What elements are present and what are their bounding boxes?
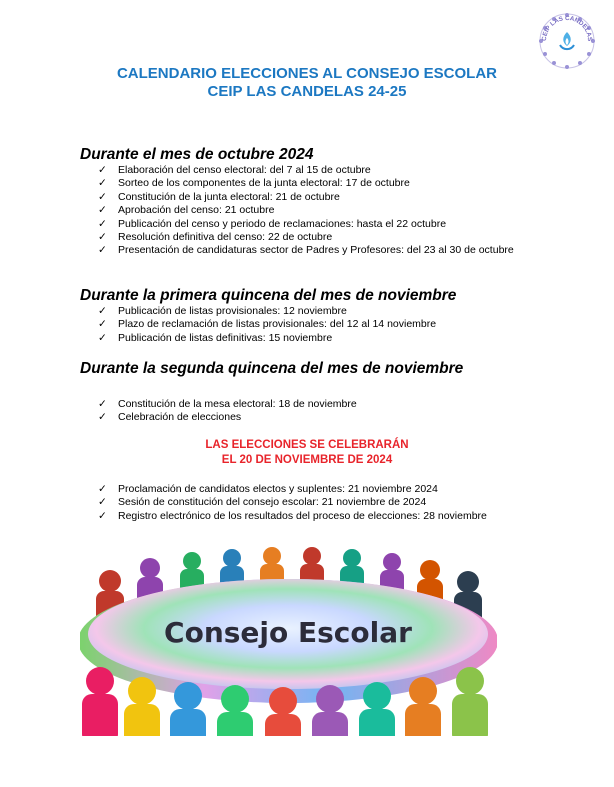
check-icon: ✓ xyxy=(98,231,107,244)
check-icon: ✓ xyxy=(98,483,107,495)
list-item: ✓ Proclamación de candidatos electos y suplentes: 21 noviembre 2024 xyxy=(98,483,438,495)
october-list xyxy=(98,164,538,258)
title-line-1: CALENDARIO ELECCIONES AL CONSEJO ESCOLAR xyxy=(116,65,498,82)
check-icon: ✓ xyxy=(98,318,107,331)
image-caption: Consejo Escolar xyxy=(164,616,412,649)
check-icon: ✓ xyxy=(98,204,107,217)
check-icon: ✓ xyxy=(98,190,107,203)
title-line-2: CEIP LAS CANDELAS 24-25 xyxy=(207,83,407,100)
check-icon: ✓ xyxy=(98,398,107,410)
list-item: ✓ Resolución definitiva del censo: 22 de octubre xyxy=(98,231,333,244)
november-first-list xyxy=(98,305,538,345)
list-item: ✓ Constitución de la mesa electoral: 18 de noviembre xyxy=(98,398,357,410)
list-item: ✓ Publicación del censo y periodo de reclamaciones: hasta el 22 octubre xyxy=(98,217,447,230)
check-icon: ✓ xyxy=(98,305,107,317)
section-heading-october: Durante el mes de octubre 2024 xyxy=(80,146,314,163)
november-second-list xyxy=(98,398,538,425)
list-item: ✓ Publicación de listas definitivas: 15 noviembre xyxy=(98,331,333,344)
list-item: ✓ Sesión de constitución del consejo escolar: 21 noviembre de 2024 xyxy=(98,496,427,509)
list-item: ✓ Registro electrónico de los resultados del proceso de elecciones: 28 noviembre xyxy=(98,509,487,522)
list-item: ✓ Plazo de reclamación de listas provisionales: del 12 al 14 noviembre xyxy=(98,318,437,331)
election-notice-line-2: EL 20 DE NOVIEMBRE DE 2024 xyxy=(221,454,393,466)
check-icon: ✓ xyxy=(98,164,107,176)
list-item: ✓ Sorteo de los componentes de la junta electoral: 17 de octubre xyxy=(98,177,410,190)
consejo-escolar-illustration xyxy=(80,546,497,736)
check-icon: ✓ xyxy=(98,509,107,522)
election-notice-line-1: LAS ELECCIONES SE CELEBRARÁN xyxy=(205,439,409,451)
check-icon: ✓ xyxy=(98,217,107,230)
check-icon: ✓ xyxy=(98,244,107,257)
list-item: ✓ Presentación de candidaturas sector de Padres y Profesores: del 23 al 30 de octubre xyxy=(98,244,514,257)
section-heading-november-second: Durante la segunda quincena del mes de noviembre xyxy=(80,360,464,377)
check-icon: ✓ xyxy=(98,177,107,190)
section-heading-november-first: Durante la primera quincena del mes de noviembre xyxy=(80,287,457,304)
list-item: ✓ Elaboración del censo electoral: del 7 al 15 de octubre xyxy=(98,164,371,176)
final-list xyxy=(98,483,538,523)
check-icon: ✓ xyxy=(98,496,107,509)
check-icon: ✓ xyxy=(98,331,107,344)
school-logo xyxy=(538,12,596,70)
check-icon: ✓ xyxy=(98,411,107,424)
logo-text: CEIP LAS CANDELAS xyxy=(540,14,594,42)
list-item: ✓ Celebración de elecciones xyxy=(98,411,242,424)
list-item: ✓ Aprobación del censo: 21 octubre xyxy=(98,204,275,217)
list-item: ✓ Publicación de listas provisionales: 12 noviembre xyxy=(98,305,347,317)
list-item: ✓ Constitución de la junta electoral: 21 de octubre xyxy=(98,190,340,203)
